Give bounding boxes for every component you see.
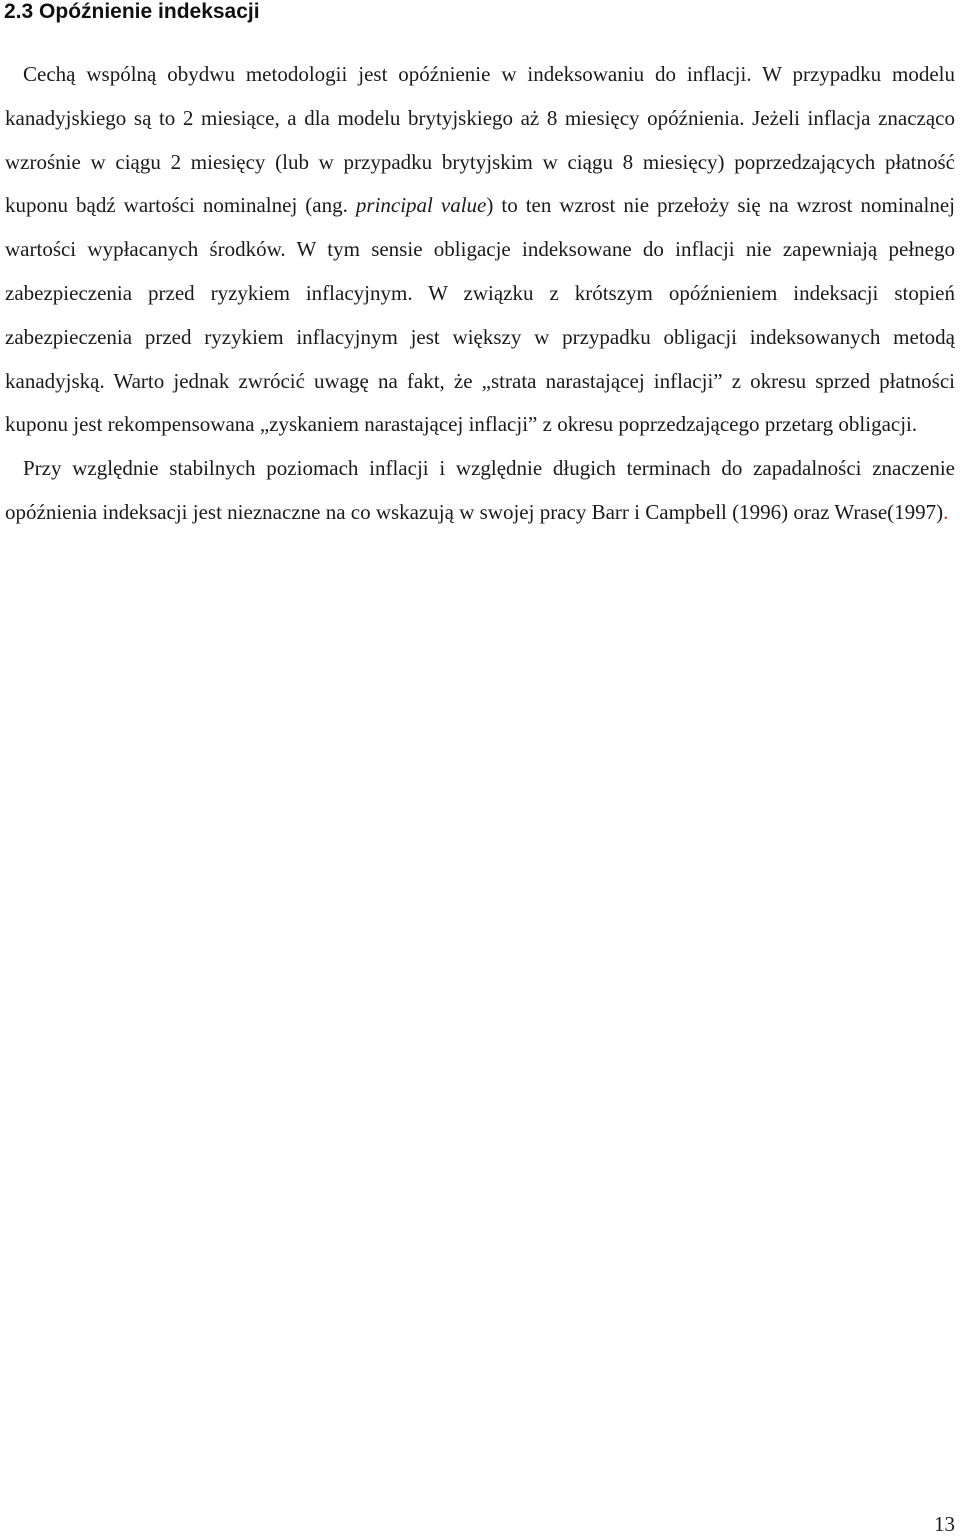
paragraph-stable-inflation [5, 447, 955, 535]
document-body [5, 53, 955, 535]
paragraph-text: Cechą wspólną obydwu metodologii jest opóźnienie w indeksowaniu do inflacji. W przypadku modelu kanadyjskiego są to 2 miesiące, a dla modelu brytyjskiego aż 8 miesięcy opóźnienia. Jeżeli inflacja znacząco wzrośnie w ciągu 2 miesięcy (lub w przypadku brytyjskim w ciągu 8 miesięcy) poprzedzających płatność kuponu bądź wartości nominalnej (ang. [5, 62, 955, 218]
paragraph-end-mark: . [943, 499, 949, 524]
paragraph-indexation-lag [5, 53, 955, 447]
paragraph-text-continued: ) to ten wzrost nie przełoży się na wzrost nominalnej wartości wypłacanych środków. W tym sensie obligacje indeksowane do inflacji nie zapewniają pełnego zabezpieczenia przed ryzykiem inflacyjnym. W związku z krótszym opóźnieniem indeksacji stopień zabezpieczenia przed ryzykiem inflacyjnym jest większy w przypadku obligacji indeksowanych metodą kanadyjską. Warto jednak zwrócić uwagę na fakt, że „strata narastającej inflacji” z okresu sprzed płatności kuponu jest rekompensowana „zyskaniem narastającej inflacji” z okresu poprzedzającego przetarg obligacji. [5, 193, 955, 437]
page-number: 13 [934, 1512, 955, 1536]
section-heading: 2.3 Opóźnienie indeksacji [4, 0, 260, 23]
italic-term: principal value [355, 193, 487, 218]
paragraph-text: Przy względnie stabilnych poziomach inflacji i względnie długich terminach do zapadalności znaczenie opóźnienia indeksacji jest nieznaczne na co wskazują w swojej pracy Barr i Campbell (1996) oraz Wrase(1997) [5, 456, 955, 524]
